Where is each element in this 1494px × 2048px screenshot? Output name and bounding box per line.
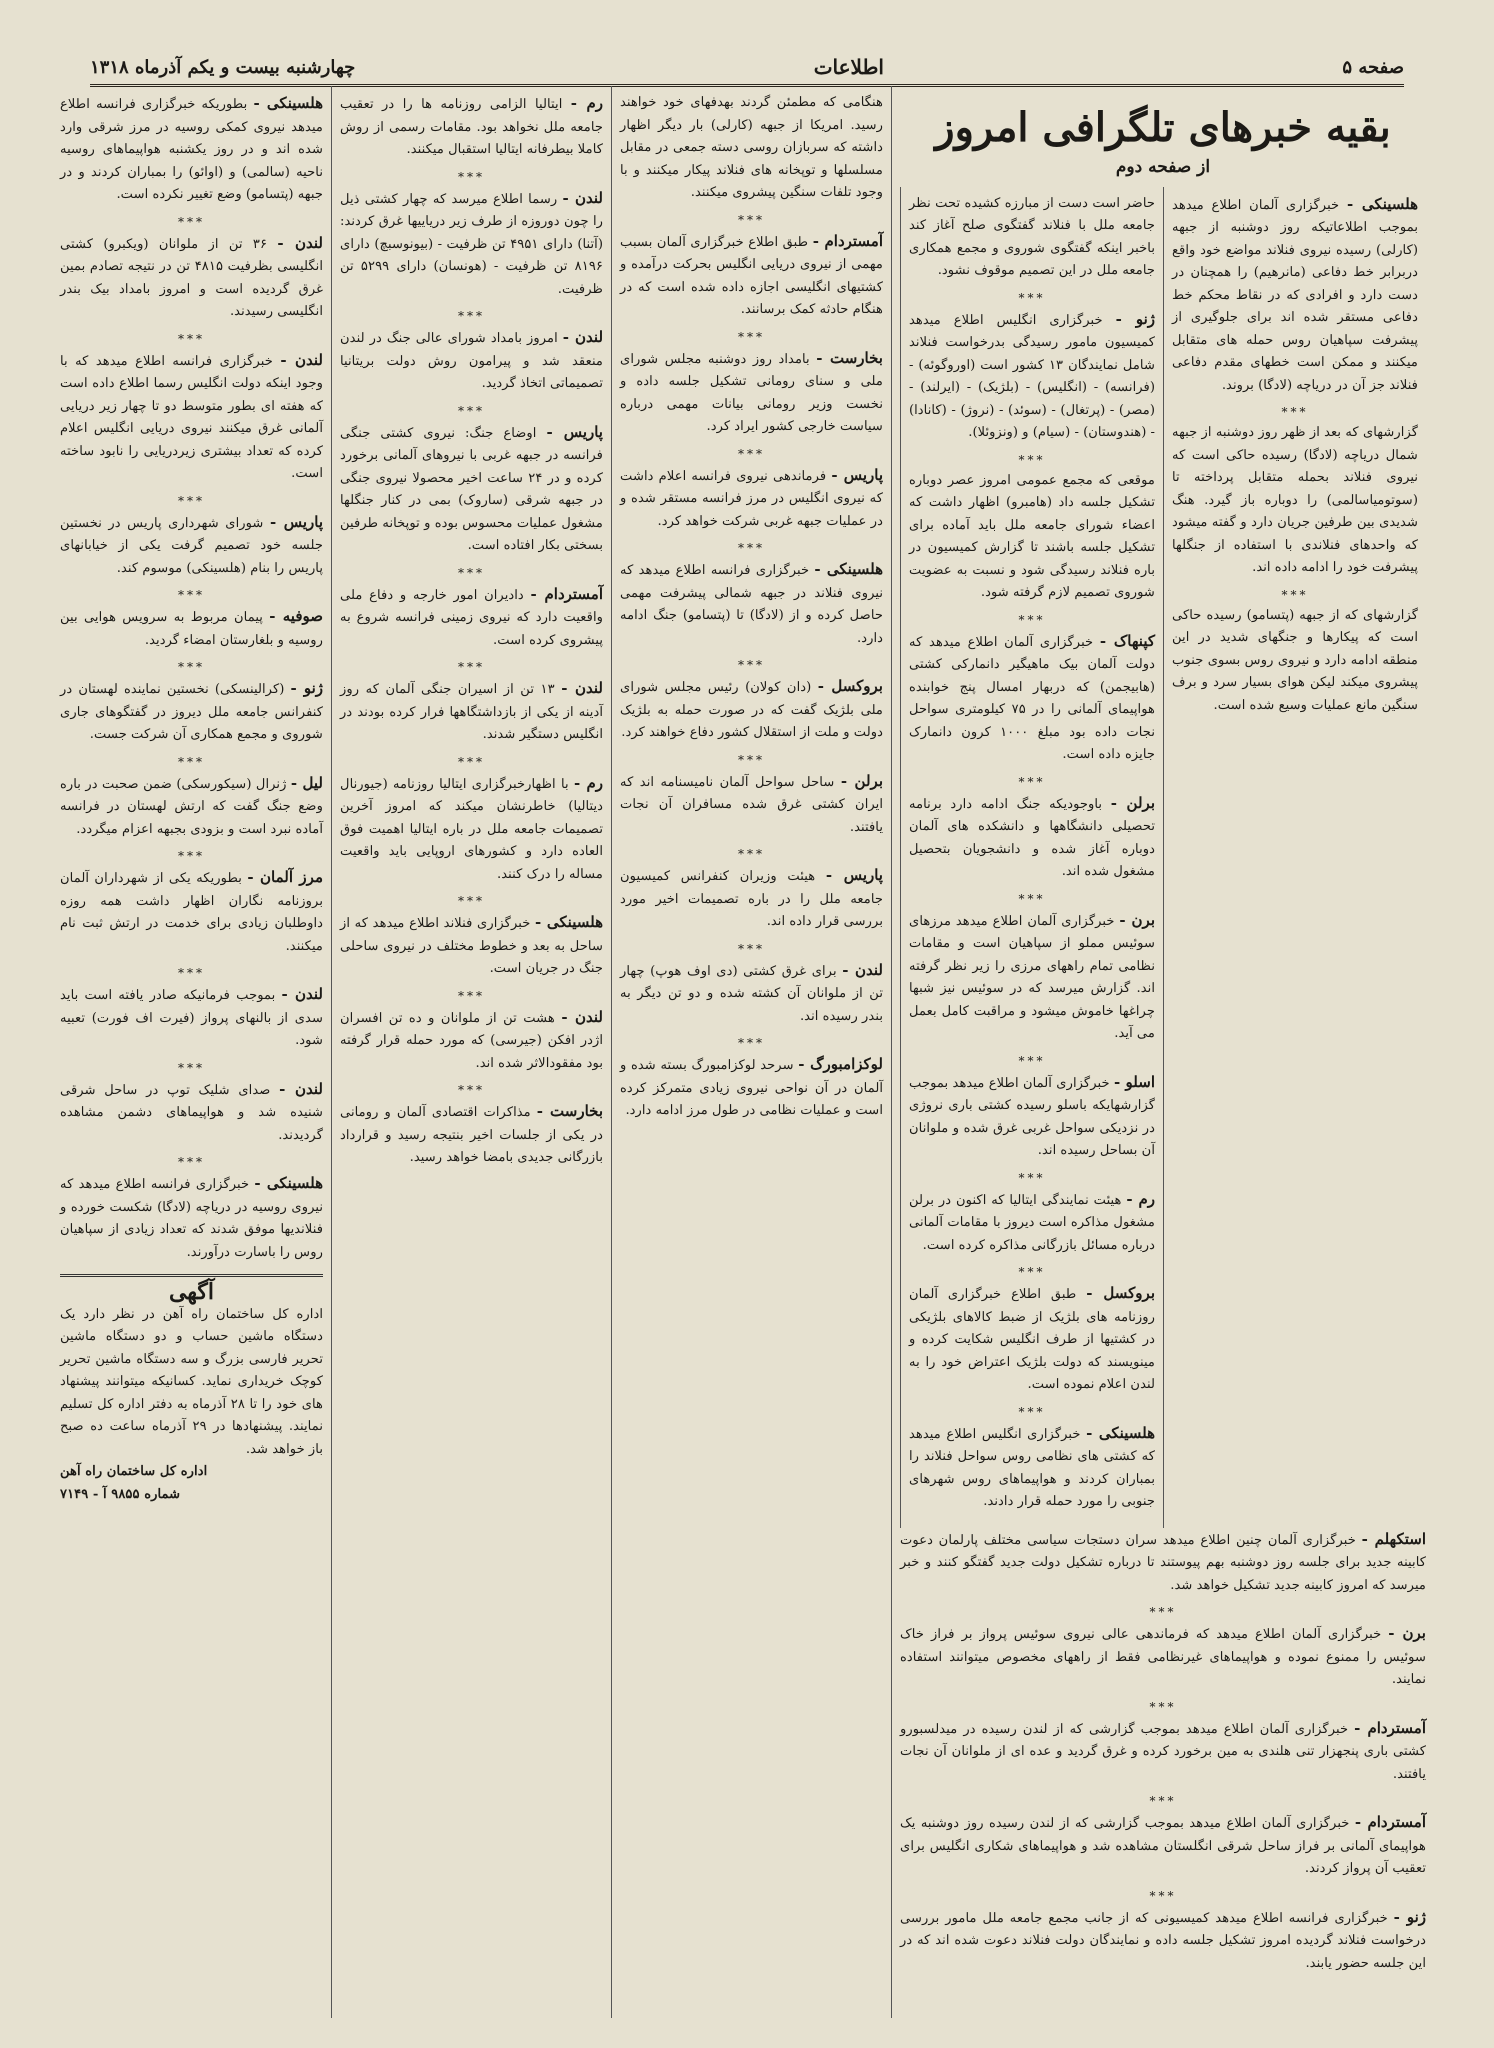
article-dateline: لیل -: [290, 773, 324, 792]
article-dateline: هلسینکی -: [814, 560, 883, 578]
article-separator: ***: [738, 446, 765, 461]
article-separator: ***: [1018, 1265, 1046, 1279]
article-separator: ***: [1018, 774, 1046, 789]
article-dateline: برن -: [1388, 1624, 1426, 1642]
article-dateline: آمستردام -: [1354, 1813, 1426, 1831]
headline-title: بقیه خبرهای تلگرافی امروز: [935, 104, 1391, 151]
article-dateline: هلسینکی -: [253, 94, 324, 112]
article-separator: ***: [738, 941, 765, 956]
article-dateline: لندن -: [280, 350, 323, 369]
article-body: بطوریکه خبرگزاری فرانسه اطلاع میدهد نیروی کمکی روسیه در مرز شرقی وارد شده اند و در روز یکشنبه هواپیماهای روسیه ناحیه (سالمی) و (اوائو) را بمباران کردند و در جبهه (پتسامو) وضع تغییر نکرده است.: [60, 97, 323, 202]
news-article: [909, 1422, 1155, 1514]
news-article: [909, 308, 1155, 445]
article-dateline: بروکسل -: [1086, 1284, 1155, 1302]
news-article: [60, 92, 323, 207]
article-dateline: ژنو -: [1393, 1907, 1426, 1926]
news-article: [60, 1172, 323, 1264]
news-article: [900, 1622, 1426, 1692]
article-body: خبرگزاری آلمان اطلاع میدهد که فرماندهی عالی نیروی سوئیس پرواز بر فراز خاک سوئیس را ممنوع نموده و هواپیماهای غیرنظامی فقط از راههای مخصوص میتوانند استفاده نمایند.: [900, 1627, 1426, 1687]
news-article: [620, 959, 883, 1029]
article-columns: [52, 86, 1434, 2018]
article-dateline: لندن -: [561, 679, 603, 697]
article-body: طبق اطلاع خبرگزاری آلمان روزنامه های بلژیک از ضبط کالاهای بلژیکی در کشتیها از طرف انگلیس شکایت کرده و مینویسند که دولت بلژیک اعتراض خود را به لندن اعلام نموده است.: [909, 1287, 1155, 1392]
article-separator: ***: [1018, 1404, 1046, 1419]
news-article: [909, 909, 1155, 1046]
article-separator: ***: [1281, 587, 1309, 602]
article-dateline: مرز آلمان -: [247, 868, 323, 886]
article-separator: ***: [458, 169, 485, 184]
article-separator: ***: [178, 849, 205, 863]
article-body: هشت تن از ملوانان و ده تن افسران اژدر افکن (جیرسی) که مورد حمله قرار گرفته بود مفقودالاثر شده اند.: [340, 1010, 603, 1071]
article-body: بموجب فرمانیکه صادر یافته است باید سدی از بالنهای پرواز (فیرت اف فورت) تعبیه شود.: [60, 988, 323, 1048]
ad-number: شماره ۹۸۵۵ آ - ۷۱۴۹: [60, 1486, 181, 1502]
article-body: ۱۳ تن از اسیران جنگی آلمان که روز آدینه از یکی از بازداشتگاهها فرار کرده بودند در انگلیس دستگیر شدند.: [340, 682, 603, 742]
article-dateline: رم -: [570, 94, 603, 112]
article-dateline: لندن -: [562, 188, 603, 207]
article-separator: ***: [178, 1155, 205, 1169]
article-body: ایتالیا الزامی روزنامه ها را در تعقیب جامعه ملل نخواهد بود. مقامات رسمی از روش کاملا بیطرفانه ایتالیا استقبال میکنند.: [340, 97, 603, 157]
article-body: فرماندهی نیروی فرانسه اعلام داشت که نیروی انگلیس در مرز فرانسه مستقر شده و در عملیات جبهه غربی شرکت خواهد کرد.: [620, 468, 883, 529]
news-article: [620, 1053, 883, 1123]
article-dateline: ژنو -: [1115, 309, 1155, 328]
news-article: [620, 558, 883, 650]
article-separator: ***: [178, 331, 205, 346]
article-dateline: پاریس -: [825, 866, 883, 884]
article-separator: ***: [178, 493, 205, 508]
news-article: [1172, 193, 1418, 398]
article-body: بطوریکه یکی از شهرداران آلمان بروزنامه نگاران اظهار داشت همه روزه داوطلبان زیادی برای خدمت در ارتش ثبت نام میکنند.: [60, 871, 323, 954]
news-article: [60, 866, 323, 958]
article-dateline: آمستردام -: [812, 231, 884, 250]
article-dateline: لندن -: [279, 1079, 323, 1098]
article-separator: ***: [178, 966, 205, 980]
article-body: پیمان مربوط به سرویس هوایی بین روسیه و بلغارستان امضاء گردید.: [60, 610, 323, 648]
article-dateline: استکهلم -: [1361, 1529, 1427, 1548]
article-body: خبرگزاری فرانسه اطلاع میدهد کمیسیونی که از جانب مجمع جامعه ملل مامور بررسی درخواست فنلاند گردیده امروز تشکیل جلسه داده و نمایندگان دولت فنلاند دعوت شده اند که در این جلسه حضور یابند.: [900, 1910, 1426, 1971]
news-article: [909, 630, 1155, 767]
article-separator: ***: [458, 988, 485, 1003]
article-body: گزارشهای که از جبهه (پتسامو) رسیده حاکی است که پیکارها و جنگهای شدید در این منطقه ادامه دارد و نیروی روس بسوی جنوب پیشروی میکند لیکن هوای بسیار سرد و برف سنگین مانع عملیات وسیع شده است.: [1172, 607, 1418, 713]
news-article: [60, 232, 323, 324]
article-body: خبرگزاری فرانسه اطلاع میدهد که نیروی روسیه در دریاچه (لادگا) شکست خورده و فنلاندیها موفق شدند که تعداد زیادی از سپاهیان روس را باسارت درآورند.: [60, 1177, 323, 1260]
article-body: خبرگزاری آلمان اطلاع میدهد بموجب گزارشی که از لندن رسیده در میدلسبورو کشتی باری پنجهزار تنی هلندی به مین برخورد کرده و غرق گردید و عده ای از ملوانان آن نجات یافتند.: [900, 1721, 1426, 1782]
news-article: [340, 421, 603, 558]
article-dateline: برن -: [1119, 910, 1155, 929]
article-separator: ***: [1149, 1888, 1177, 1903]
article-body: (دان کولان) رئیس مجلس شورای ملی بلژیک گفت که در صورت حمله به بلژیک دولت و ملت از استقلال کشور دفاع خواهند کرد.: [620, 680, 883, 740]
article-body: طبق اطلاع خبرگزاری آلمان بسبب مهمی از نیروی دریایی انگلیس بحرکت درآمده و کشتیهای انگلیسی اجازه داده شده است که در هنگام حادثه کمک برسانند.: [620, 234, 883, 317]
article-separator: ***: [178, 1060, 205, 1075]
article-dateline: پاریس -: [546, 422, 603, 441]
news-article: [1172, 605, 1418, 718]
news-article: [60, 511, 323, 581]
news-article: [909, 1188, 1155, 1258]
article-body: موقعی که مجمع عمومی امروز عصر دوباره تشکیل جلسه داد (هامبرو) اظهار داشت که اعضاء شورای جامعه ملل باید آماده برای تشکیل جلسه باشند تا گزارش کمیسیون در باره فنلاند رسیدگی شود و نسبت به عضویت شوروی تصمیم لازم گرفته شود.: [909, 472, 1155, 600]
article-separator: ***: [738, 658, 765, 672]
news-article: [909, 1071, 1155, 1163]
news-article: [909, 470, 1155, 605]
column-4: [331, 86, 611, 2018]
article-dateline: لندن -: [561, 1007, 603, 1026]
headline-subtitle: از صفحه دوم: [1115, 157, 1211, 177]
article-dateline: هلسینکی -: [1086, 1423, 1155, 1442]
article-body: سرحد لوکزامبورگ بسته شده و آلمان در آن نواحی نیروی زیادی متمرکز کرده است و عملیات نظامی در طول مرز ادامه دارد.: [620, 1058, 883, 1118]
news-article: [60, 349, 323, 486]
article-separator: ***: [458, 894, 485, 908]
column-5: [52, 86, 331, 2018]
news-article: [340, 326, 603, 396]
article-body: گزارشهای که بعد از ظهر روز دوشنبه از جبهه شمال دریاچه (لادگا) رسیده حاکی است که نیروی فنلاند بحمله متقابل پرداخته تا (سوتومیاسالمی) را دوباره باز گیرد. هنگ شدیدی بین طرفین جریان دارد و گفته میشود که واحدهای فنلاندی با استفاده از جنگلها پیشرفت خود را ادامه داده اند.: [1172, 425, 1418, 575]
article-separator: ***: [1018, 1053, 1046, 1068]
column-1: [1163, 187, 1426, 1528]
article-body: حاضر است دست از مبارزه کشیده تحت نظر جامعه ملل با فنلاند گفتگوی صلح آغاز کند باخبر اینکه گفتگوی شوروی و مجمع همکاری جامعه ملل در این تصمیم موقوف نشود.: [909, 195, 1155, 278]
article-separator: ***: [178, 660, 205, 674]
news-article: [900, 1811, 1426, 1881]
article-dateline: برلن -: [840, 771, 883, 790]
article-separator: ***: [458, 1083, 485, 1097]
news-article: [620, 230, 883, 322]
article-body: دادیران امور خارجه و دفاع ملی واقعیت دارد که نیروی زمینی فرانسه شروع به پیشروی کرده است.: [340, 587, 603, 648]
article-dateline: بخارست -: [816, 348, 883, 367]
news-article: [60, 677, 323, 747]
news-article: [60, 983, 323, 1053]
article-dateline: کپنهاک -: [1099, 631, 1155, 650]
article-separator: ***: [1018, 612, 1046, 627]
ad-title: آگهی: [168, 1279, 215, 1305]
article-dateline: لندن -: [562, 328, 604, 346]
column-5-articles: [60, 92, 323, 1264]
article-separator: ***: [1018, 452, 1046, 467]
column-2: [900, 187, 1163, 1528]
article-body: هیئت وزیران کنفرانس کمیسیون جامعه ملل را در باره تصمیمات اخیر مورد بررسی قرار داده اند.: [620, 869, 883, 929]
news-article: [900, 1906, 1426, 1976]
news-article: [340, 583, 603, 653]
news-article: [620, 92, 883, 205]
column-3: [611, 86, 891, 2018]
ad-text: اداره کل ساختمان راه آهن در نظر دارد یک دستگاه ماشین حساب و دو دستگاه ماشین تحریر فارسی بزرگ و سه دستگاه ماشین تحریر کوچک خریداری نماید. کسانیکه میتوانند پیشنهاد های خود را تا ۲۸ آذرماه به دفتر اداره کل تسلیم نمایند. پیشنهادها در ۲۹ آذرماه ساعت ده صبح باز خواهد شد.: [60, 1306, 323, 1457]
news-article: [900, 1717, 1426, 1787]
article-body: مذاکرات اقتصادی آلمان و رومانی در یکی از جلسات اخیر بنتیجه رسید و قرارداد بازرگانی جدیدی بامضا خواهد رسید.: [340, 1105, 603, 1165]
article-body: خبرگزاری آلمان اطلاع میدهد مرزهای سوئیس مملو از سپاهیان است و مقامات نظامی تمام راههای مرزی را زیر نظر گرفته اند. گزارش میرسد که در سوئیس نیز شبها چراغها خاموش میشود و مراقبت کامل بعمل می آید.: [909, 913, 1155, 1041]
article-body: خبرگزاری آلمان اطلاع میدهد بموجب گزارشی که از لندن رسیده روز دوشنبه یک هواپیمای آلمانی بر فراز ساحل شرقی انگلستان مشاهده شد و هواپیماهای شکاری انگلیس برای تعقیب آن پرواز کردند.: [900, 1816, 1426, 1876]
article-separator: ***: [178, 214, 205, 229]
article-dateline: اسلو -: [1113, 1072, 1155, 1091]
article-separator: ***: [458, 403, 485, 418]
article-separator: ***: [458, 754, 485, 769]
news-article: [909, 193, 1155, 283]
article-body: خبرگزاری آلمان اطلاع میدهد بموجب گزارشهایکه باسلو رسیده کشتی باری نروژی در نزدیکی سواحل غربی غرق شده و ملوانان آن بساحل رسیده اند.: [909, 1075, 1155, 1158]
article-dateline: ژنو -: [290, 679, 323, 697]
article-separator: ***: [738, 1036, 765, 1050]
article-dateline: رم -: [573, 773, 603, 792]
article-body: باوجودیکه جنگ ادامه دارد برنامه تحصیلی دانشگاهها و دانشکده های آلمان دوباره آغاز شده و دانشجویان بتحصیل مشغول شده اند.: [909, 796, 1155, 879]
article-body: شورای شهرداری پاریس در نخستین جلسه خود تصمیم گرفت یکی از خیابانهای پاریس را بنام (هلسینکی) موسوم کند.: [60, 515, 323, 576]
article-dateline: لوکزامبورگ -: [798, 1055, 883, 1073]
article-body: ساحل سواحل آلمان نامیسنامه اند که ایران کشتی غرق شده مسافران آن نجات یافتند.: [620, 774, 883, 835]
article-body: اوضاع جنگ: نیروی کشتی جنگی فرانسه در جبهه غربی با نیروهای آلمانی برخورد کرده و در ۲۴ ساعت اخیر محصولا نیروی جنگی در جبهه شرقی (ساروک) بمی در کنار جنگلها مشغول عملیات محسوس بوده و توپخانه طرفین بسختی بکار افتاده است.: [340, 425, 603, 553]
article-dateline: لندن -: [281, 985, 323, 1003]
article-body: ژنرال (سیکورسکی) ضمن صحبت در باره وضع جنگ گفت که ارتش لهستان در فرانسه آماده نبرد است و بزودی بجبهه اعزام میگردد.: [60, 776, 323, 837]
article-separator: ***: [1018, 891, 1046, 906]
article-dateline: برلن -: [1110, 793, 1155, 812]
issue-date: چهارشنبه بیست و یکم آذرماه ۱۳۱۸: [90, 56, 356, 78]
article-separator: ***: [738, 329, 765, 344]
lead-column: [891, 86, 1434, 2018]
news-article: [620, 864, 883, 934]
article-dateline: هلسینکی -: [535, 913, 603, 931]
news-article: [340, 92, 603, 162]
news-article: [1172, 422, 1418, 580]
article-separator: ***: [178, 588, 205, 602]
article-body: هنگامی که مطمئن گردند بهدفهای خود خواهند رسید. امریکا از جبهه (کارلی) بار دیگر اظهار داشته که سربازان روسی دسته جمعی در مقابل مسلسلها و توپخانه های فنلاند پیکار میکنند و با وجود تلفات سنگین پیشروی میکنند.: [620, 95, 883, 200]
article-separator: ***: [1018, 290, 1046, 305]
article-body: خبرگزاری آلمان اطلاع میدهد که دولت آلمان بیک ماهیگیر دانمارکی کشتی (هابیجمن) که دربهار امسال پنج خوابنده هواپیمای آلمانی را در ۷۵ کیلومتری سواحل نجات داده بود مبلغ ۱۰۰۰ کرون دانمارک جایزه داده است.: [909, 634, 1155, 762]
article-separator: ***: [178, 754, 205, 769]
article-dateline: رم -: [1126, 1189, 1155, 1208]
article-dateline: هلسینکی -: [1346, 194, 1419, 213]
article-separator: ***: [738, 212, 765, 227]
news-article: [60, 1078, 323, 1148]
article-separator: ***: [738, 541, 765, 555]
article-body: خبرگزاری آلمان اطلاع میدهد بموجب اطلاعاتیکه روز دوشنبه از جبهه (کارلی) رسیده نیروی فنلاند مواضع خود واقع دربرابر خط دفاعی (مانرهیم) را همچنان در دست دارد و افرادی که در نقاط محکم خط دفاعی مستقر شده اند برای جلوگیری از پیشرفت سپاهیان روس حمله های متقابل میکنند و ممکن است خطهای مقدم دفاعی فنلاند جز آن در دریاچه (لادگا) بروند.: [1172, 197, 1418, 393]
article-body: هیئت نمایندگی ایتالیا که اکنون در برلن مشغول مذاکره است دیروز با مقامات آلمانی درباره مسائل بازرگانی مذاکره کرده است.: [909, 1192, 1155, 1253]
news-article: [909, 1282, 1155, 1397]
article-body: ۳۶ تن از ملوانان (ویکبرو) کشتی انگلیسی بظرفیت ۴۸۱۵ تن در نتیجه تصادم بمین غرق گردیده است و امروز بامداد بیک بندر انگلیسی رسیدند.: [60, 236, 323, 319]
article-separator: ***: [458, 309, 485, 323]
article-body: خبرگزاری فرانسه اطلاع میدهد که با وجود اینکه دولت انگلیس رسما اطلاع داده است که هفته ای بطور متوسط دو تا چهار زیر دریایی آلمانی غرق میکنند نیروی دریایی انگلیس اعلام کرده که تعداد بیشتری زیردریایی را نابود ساخته است.: [60, 353, 323, 481]
news-article: [340, 1006, 603, 1076]
page-number: صفحه ۵: [1342, 56, 1404, 78]
article-body: خبرگزاری انگلیس اطلاع میدهد کمیسیون مامور رسیدگی بدرخواست فنلاند شامل نمایندگان ۱۳ کشور است (اوروگوئه) - (فرانسه) - (انگلیس) - (بلژیک) - (ایرلند) - (مصر) - (پرتغال) - (سوئد) - (نروژ) - (کانادا) - (هندوستان) - (سیام) و (ونزوئلا).: [909, 312, 1155, 440]
article-body: رسما اطلاع میرسد که چهار کشتی ذیل را چون دوروزه از طرف زیر دریاییها غرق کردند: (آتنا) دارای ۴۹۵۱ تن ظرفیت - (بیونوسبچ) دارای ۸۱۹۶ تن ظرفیت - (هونسان) دارای ۵۲۹۹ تن ظرفیت.: [340, 191, 603, 297]
ad-signature: اداره کل ساختمان راه آهن: [60, 1464, 208, 1479]
article-dateline: هلسینکی -: [254, 1174, 323, 1192]
article-body: با اظهارخبرگزاری ایتالیا روزنامه (جیورنال دیتالیا) خاطرنشان میکند که امروز آخرین تصمیمات جامعه ملل در باره ایتالیا اهمیت فوق العاده دارد و کشورهای اروپایی باید واقعیت مساله را درک کنند.: [340, 776, 603, 882]
article-dateline: لندن -: [842, 960, 883, 979]
news-article: [340, 1100, 603, 1170]
article-separator: ***: [738, 752, 765, 767]
news-article: [620, 347, 883, 439]
article-separator: ***: [1149, 1794, 1177, 1808]
article-dateline: آمستردام -: [1354, 1718, 1426, 1737]
news-article: [900, 1528, 1426, 1598]
article-body: خبرگزاری آلمان چنین اطلاع میدهد سران دستجات سیاسی مختلف پارلمان دعوت کابینه جدید برای جلسه روز دوشنبه بهم پیوستند تا درباره تشکیل دولت جدید گفتگو کنند و خبر میرسد که امروز کابینه جدید تشکیل خواهد شد.: [900, 1532, 1426, 1593]
news-article: [620, 464, 883, 534]
article-dateline: آمستردام -: [530, 584, 604, 603]
article-separator: ***: [1149, 1605, 1177, 1619]
article-body: خبرگزاری انگلیس اطلاع میدهد که کشتی های نظامی روس سواحل فنلاند را بمباران کردند و هواپیماهای روس شهرهای جنوبی را مورد حمله قرار دادند.: [909, 1426, 1155, 1509]
advertisement: [60, 1274, 323, 1506]
article-body: برای غرق کشتی (دی اوف هوپ) چهار تن از ملوانان آن کشته شده و دو تن دیگر به بندر رسیده اند.: [620, 963, 883, 1024]
article-body: خبرگزاری فرانسه اطلاع میدهد که نیروی فنلاند در جبهه شمالی پیشرفت مهمی حاصل کرده و از (لادگا) تا (پتسامو) جنگ ادامه دارد.: [620, 563, 883, 646]
article-body: امروز بامداد شورای عالی جنگ در لندن منعقد شد و پیرامون روش دولت بریتانیا تصمیماتی اتخاذ گردید.: [340, 331, 603, 391]
news-article: [340, 187, 603, 302]
news-article: [60, 772, 323, 842]
article-separator: ***: [458, 660, 485, 674]
news-article: [60, 605, 323, 652]
article-dateline: بروکسل -: [817, 677, 883, 695]
article-dateline: بخارست -: [536, 1102, 603, 1120]
article-separator: ***: [738, 847, 765, 861]
news-article: [340, 911, 603, 981]
article-dateline: صوفیه -: [269, 607, 323, 625]
column-1-continued: [900, 1528, 1426, 1976]
news-article: [340, 677, 603, 747]
article-dateline: پاریس -: [831, 465, 883, 484]
article-body: (کرالینسکی) نخستین نماینده لهستان در کنفرانس جامعه ملل دیروز در گفتگوهای جاری شوروی و مجمع همکاری آن شرکت جست.: [60, 682, 323, 742]
news-article: [620, 770, 883, 840]
newspaper-name: اطلاعات: [813, 55, 884, 79]
lead-split: [900, 187, 1426, 1528]
article-separator: ***: [458, 565, 485, 580]
news-article: [620, 675, 883, 745]
article-dateline: لندن -: [277, 233, 323, 252]
article-separator: ***: [1149, 1699, 1177, 1714]
article-separator: ***: [1018, 1170, 1046, 1185]
article-dateline: پاریس -: [269, 512, 323, 531]
article-body: صدای شلیک توپ در ساحل شرقی شنیده شد و هواپیماهای دشمن مشاهده گردیدند.: [60, 1082, 323, 1143]
page-header: [90, 50, 1404, 87]
news-article: [909, 792, 1155, 884]
news-article: [340, 772, 603, 887]
article-body: خبرگزاری فنلاند اطلاع میدهد که از ساحل به بعد و خطوط مختلف در نیروی ساحلی جنگ در جریان است.: [340, 916, 603, 976]
article-separator: ***: [1281, 405, 1309, 419]
article-body: بامداد روز دوشنبه مجلس شورای ملی و سنای رومانی تشکیل جلسه داده و نخست وزیر رومانی بیانات مهمی درباره سیاست خارجی کشور ایراد کرد.: [620, 351, 883, 434]
